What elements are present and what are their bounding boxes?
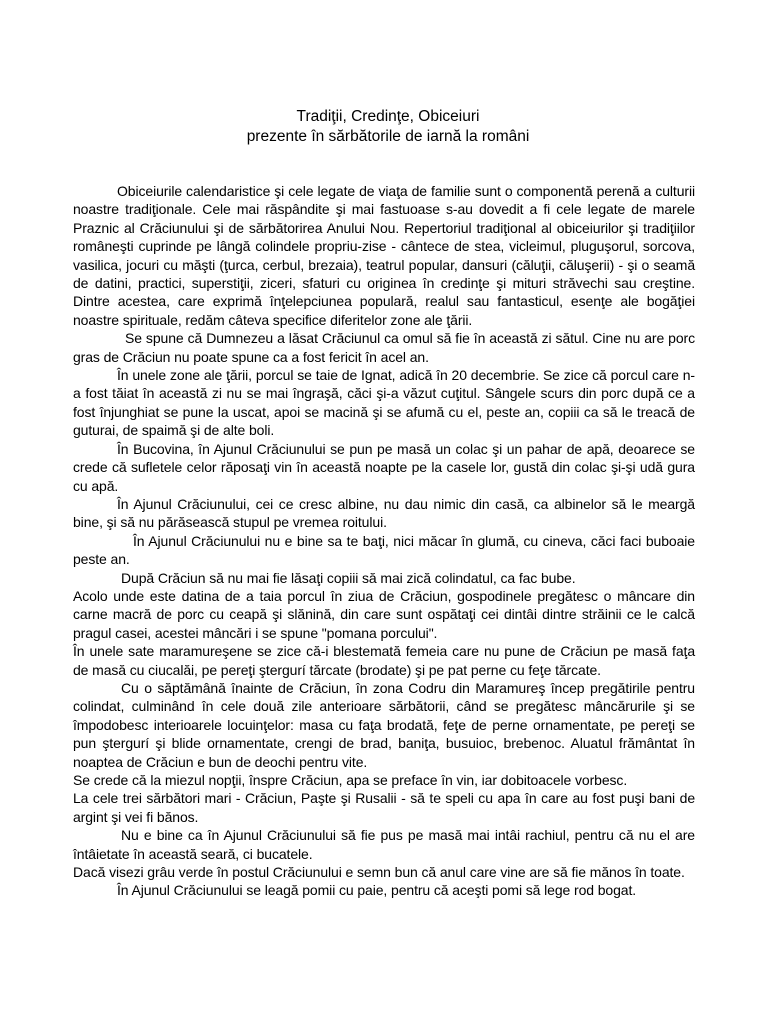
document-body bbox=[73, 182, 695, 900]
paragraph: În unele zone ale ţării, porcul se taie de Ignat, adică în 20 decembrie. Se zice că porcul care n-a fost tăiat în această zi nu se mai îngraşă, căci şi-a văzut cuţitul. Sângele scurs din porc după ce a fost înjunghiat se pune la uscat, apoi se macină şi se afumă cu el, peste an, copiii ca să le treacă de guturai, de spaimă şi de alte boli. bbox=[73, 367, 695, 439]
paragraph: După Crăciun să nu mai fie lăsaţi copiii să mai zică colindatul, ca fac bube. bbox=[121, 569, 576, 586]
paragraph: Obiceiurile calendaristice şi cele legate de viaţa de familie sunt o componentă perenă a culturii noastre tradiţionale. Cele mai răspândite şi mai fastuoase s-au dovedit a fi cele legate de marele Praznic al Crăciunului şi de sărbătorirea Anului Nou. Repertoriul tradiţional al obiceiurilor şi tradiţiilor româneşti cuprinde pe lângă colindele propriu-zise - cântece de stea, vicleimul, pluguşorul, sorcova, vasilica, jocuri cu măşti (ţurca, cerbul, brezaia), teatrul popular, dansuri (căluţii, căluşerii) - şi o seamă de datini, practici, superstiţii, ziceri, sfaturi cu originea în credinţe şi mituri străvechi sau creştine. Dintre acestea, care exprimă înţelepciunea populară, realul sau fantasticul, esenţe ale bogăţiei noastre spirituale, redăm câteva specifice diferitelor zone ale ţării. bbox=[73, 183, 695, 328]
paragraph: Cu o săptămână înainte de Crăciun, în zona Codru din Maramureş încep pregătirile pentru colindat, culminând în cele două zile anterioare sărbătorii, când se pregătesc mâncărurile şi se împodobesc interioarele locuinţelor: masa cu faţa brodată, feţe de perne ornamentate, pe pereţi se pun ştergurí şi blide ornamentate, crengi de brad, baniţa, busuioc, brebenoc. Aluatul frământat în noaptea de Crăciun e bun de deochi pentru vite. bbox=[73, 679, 695, 770]
paragraph: În Ajunul Crăciunului se leagă pomii cu paie, pentru că aceşti pomi să lege rod bogat. bbox=[117, 882, 637, 899]
title-line-1: Tradiţii, Credinţe, Obiceiuri bbox=[296, 108, 480, 125]
paragraph: În Ajunul Crăciunului, cei ce cresc albine, nu dau nimic din casă, ca albinelor să le meargă bine, şi să nu părăsească stupul pe vremea roitului. bbox=[73, 495, 695, 531]
paragraph: În Bucovina, în Ajunul Crăciunului se pun pe masă un colac şi un pahar de apă, deoarece se crede că sufletele celor răposaţi vin în această noapte pe la casele lor, gustă din colac şi-şi udă gura cu apă. bbox=[73, 440, 695, 494]
paragraph: Dacă visezi grâu verde în postul Crăciunului e semn bun că anul care vine are să fie mănos în toate. bbox=[73, 864, 685, 881]
paragraph: Se spune că Dumnezeu a lăsat Crăciunul ca omul să fie în această zi sătul. Cine nu are porc gras de Crăciun nu poate spune ca a fost fericit în acel an. bbox=[73, 330, 695, 365]
paragraph: Nu e bine ca în Ajunul Crăciunului să fie pus pe masă mai intâi rachiul, pentru că nu el are întâietate în această seară, ci bucatele. bbox=[73, 827, 695, 862]
paragraph: În Ajunul Crăciunului nu e bine sa te baţi, nici măcar în glumă, cu cineva, căci faci buboaie peste an. bbox=[73, 532, 695, 568]
title-line-2: prezente în sărbătorile de iarnă la români bbox=[246, 128, 530, 145]
paragraph: Acolo unde este datina de a taia porcul în ziua de Crăciun, gospodinele pregătesc o mâncare din carne macră de porc cu ceapă şi slănină, din care sunt ospătaţi cei dintâi dintre străinii ce le calcă pragul casei, acestei mâncări i se spune "pomana porcului". bbox=[73, 587, 695, 641]
paragraph: La cele trei sărbători mari - Crăciun, Paşte şi Rusalii - să te speli cu apa în care au fost puşi bani de argint şi vei fi bănos. bbox=[73, 790, 695, 825]
paragraph: În unele sate maramureşene se zice că-i blestemată femeia care nu pune de Crăciun pe masă faţa de masă cu ciucalăi, pe pereţi ştergurí tărcate (brodate) şi pe pat perne cu feţe tărcate. bbox=[73, 643, 695, 678]
document-title bbox=[0, 107, 768, 147]
paragraph: Se crede că la miezul nopţii, înspre Crăciun, apa se preface în vin, iar dobitoacele vorbesc. bbox=[73, 772, 628, 788]
